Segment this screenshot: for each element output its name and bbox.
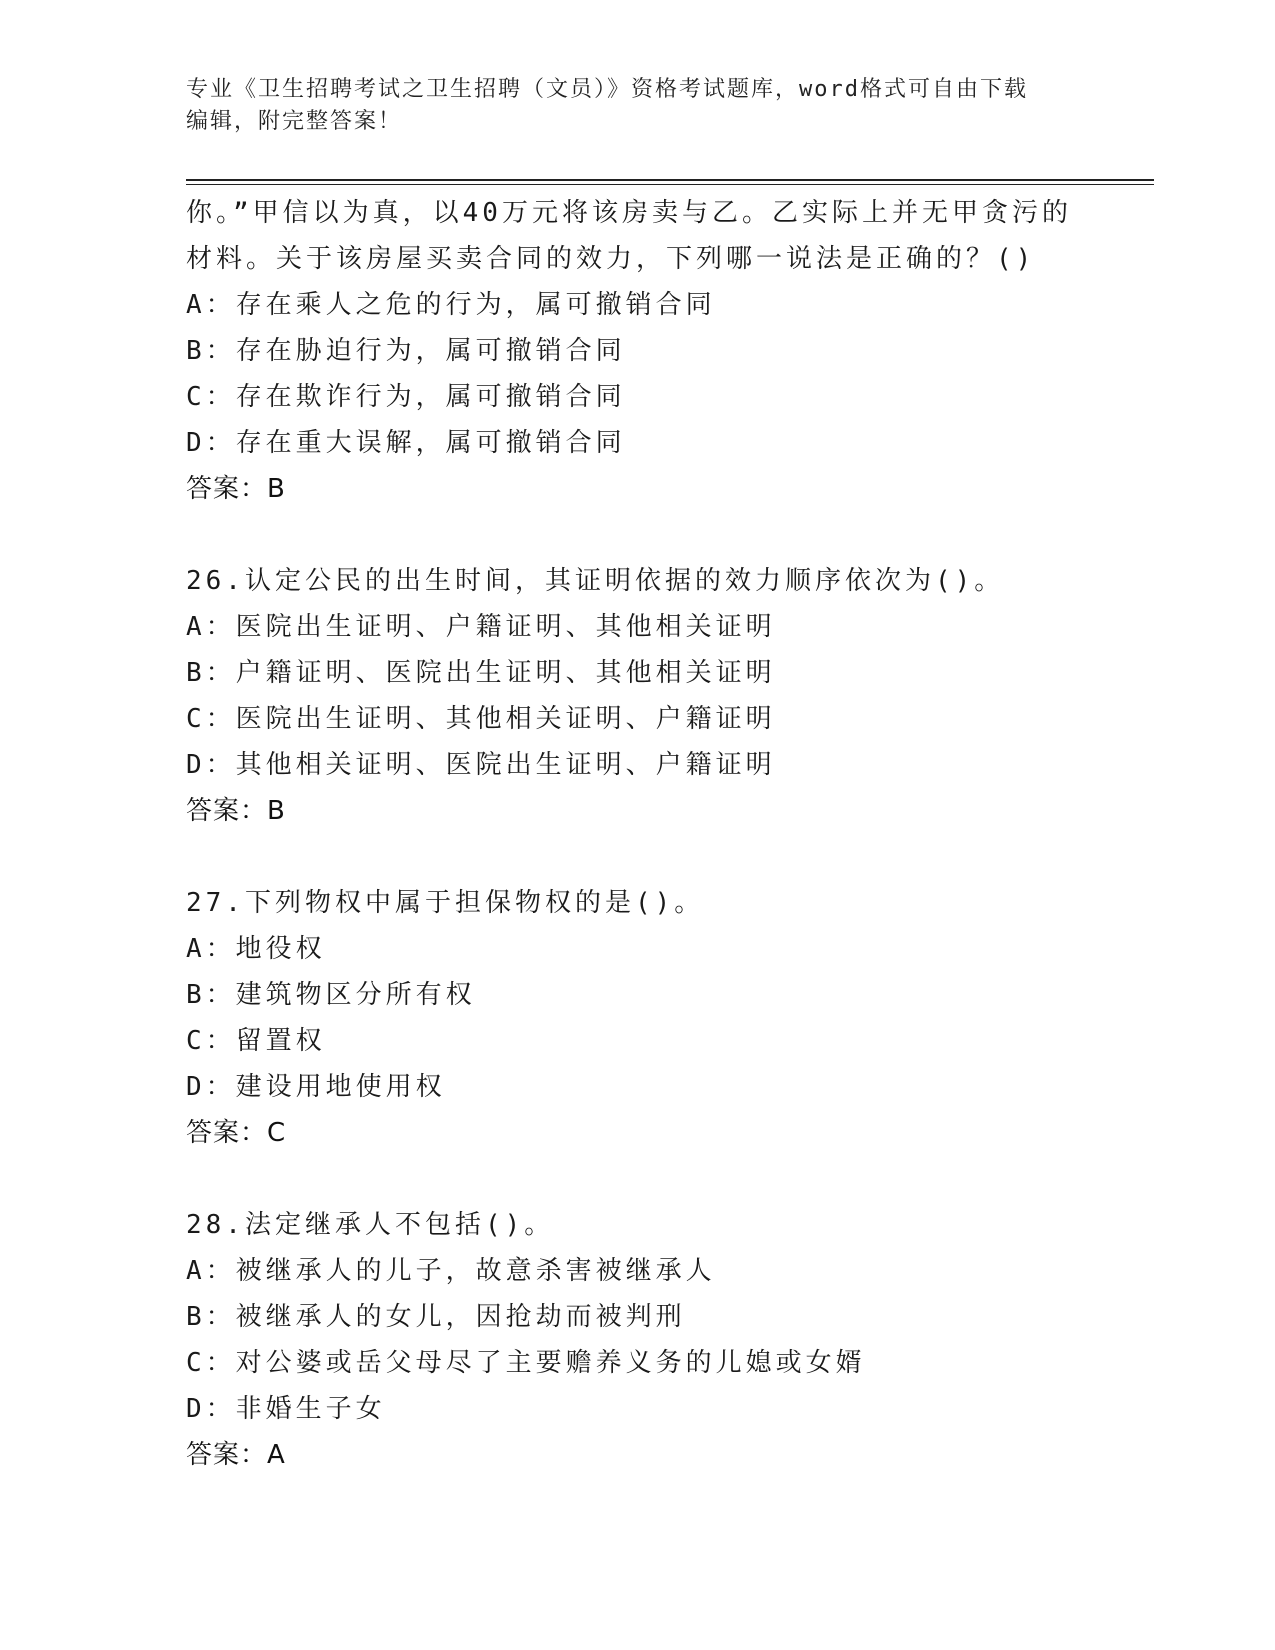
option-b: B：户籍证明、医院出生证明、其他相关证明 bbox=[186, 658, 776, 688]
document-header bbox=[186, 74, 1086, 138]
option-a: A：存在乘人之危的行为，属可撤销合同 bbox=[186, 290, 716, 320]
option-d: D：建设用地使用权 bbox=[186, 1072, 446, 1102]
option-b: B：被继承人的女儿，因抢劫而被判刑 bbox=[186, 1302, 686, 1332]
option-c: C：医院出生证明、其他相关证明、户籍证明 bbox=[186, 704, 776, 734]
option-d: D：其他相关证明、医院出生证明、户籍证明 bbox=[186, 750, 776, 780]
option-b: B：建筑物区分所有权 bbox=[186, 980, 476, 1010]
option-c: C：存在欺诈行为，属可撤销合同 bbox=[186, 382, 626, 412]
option-c: C：留置权 bbox=[186, 1026, 326, 1056]
answer-line: 答案：B bbox=[186, 474, 286, 504]
question-list bbox=[186, 190, 1086, 1478]
header-divider-thick bbox=[186, 179, 1154, 181]
answer-line: 答案：A bbox=[186, 1440, 286, 1470]
question-stem: 26.认定公民的出生时间，其证明依据的效力顺序依次为()。 bbox=[186, 566, 1005, 596]
question-continued bbox=[186, 190, 1086, 512]
question-stem: 28.法定继承人不包括()。 bbox=[186, 1210, 555, 1240]
option-a: A：医院出生证明、户籍证明、其他相关证明 bbox=[186, 612, 776, 642]
option-d: D：非婚生子女 bbox=[186, 1394, 386, 1424]
header-divider-thin bbox=[186, 184, 1154, 185]
question-stem-line: 你。”甲信以为真，以40万元将该房卖与乙。乙实际上并无甲贪污的 bbox=[186, 198, 1072, 228]
header-title-line1: 专业《卫生招聘考试之卫生招聘（文员）》资格考试题库，word格式可自由下载 bbox=[186, 77, 1028, 102]
option-b: B：存在胁迫行为，属可撤销合同 bbox=[186, 336, 626, 366]
answer-line: 答案：B bbox=[186, 796, 286, 826]
question-stem-line: 材料。关于该房屋买卖合同的效力，下列哪一说法是正确的？() bbox=[186, 244, 1036, 274]
option-a: A：地役权 bbox=[186, 934, 326, 964]
option-d: D：存在重大误解，属可撤销合同 bbox=[186, 428, 626, 458]
header-title-line2: 编辑，附完整答案！ bbox=[186, 109, 403, 134]
question-stem: 27.下列物权中属于担保物权的是()。 bbox=[186, 888, 705, 918]
question-28 bbox=[186, 1202, 1086, 1478]
question-26 bbox=[186, 558, 1086, 834]
answer-line: 答案：C bbox=[186, 1118, 287, 1148]
question-27 bbox=[186, 880, 1086, 1156]
option-c: C：对公婆或岳父母尽了主要赡养义务的儿媳或女婿 bbox=[186, 1348, 866, 1378]
option-a: A：被继承人的儿子，故意杀害被继承人 bbox=[186, 1256, 716, 1286]
